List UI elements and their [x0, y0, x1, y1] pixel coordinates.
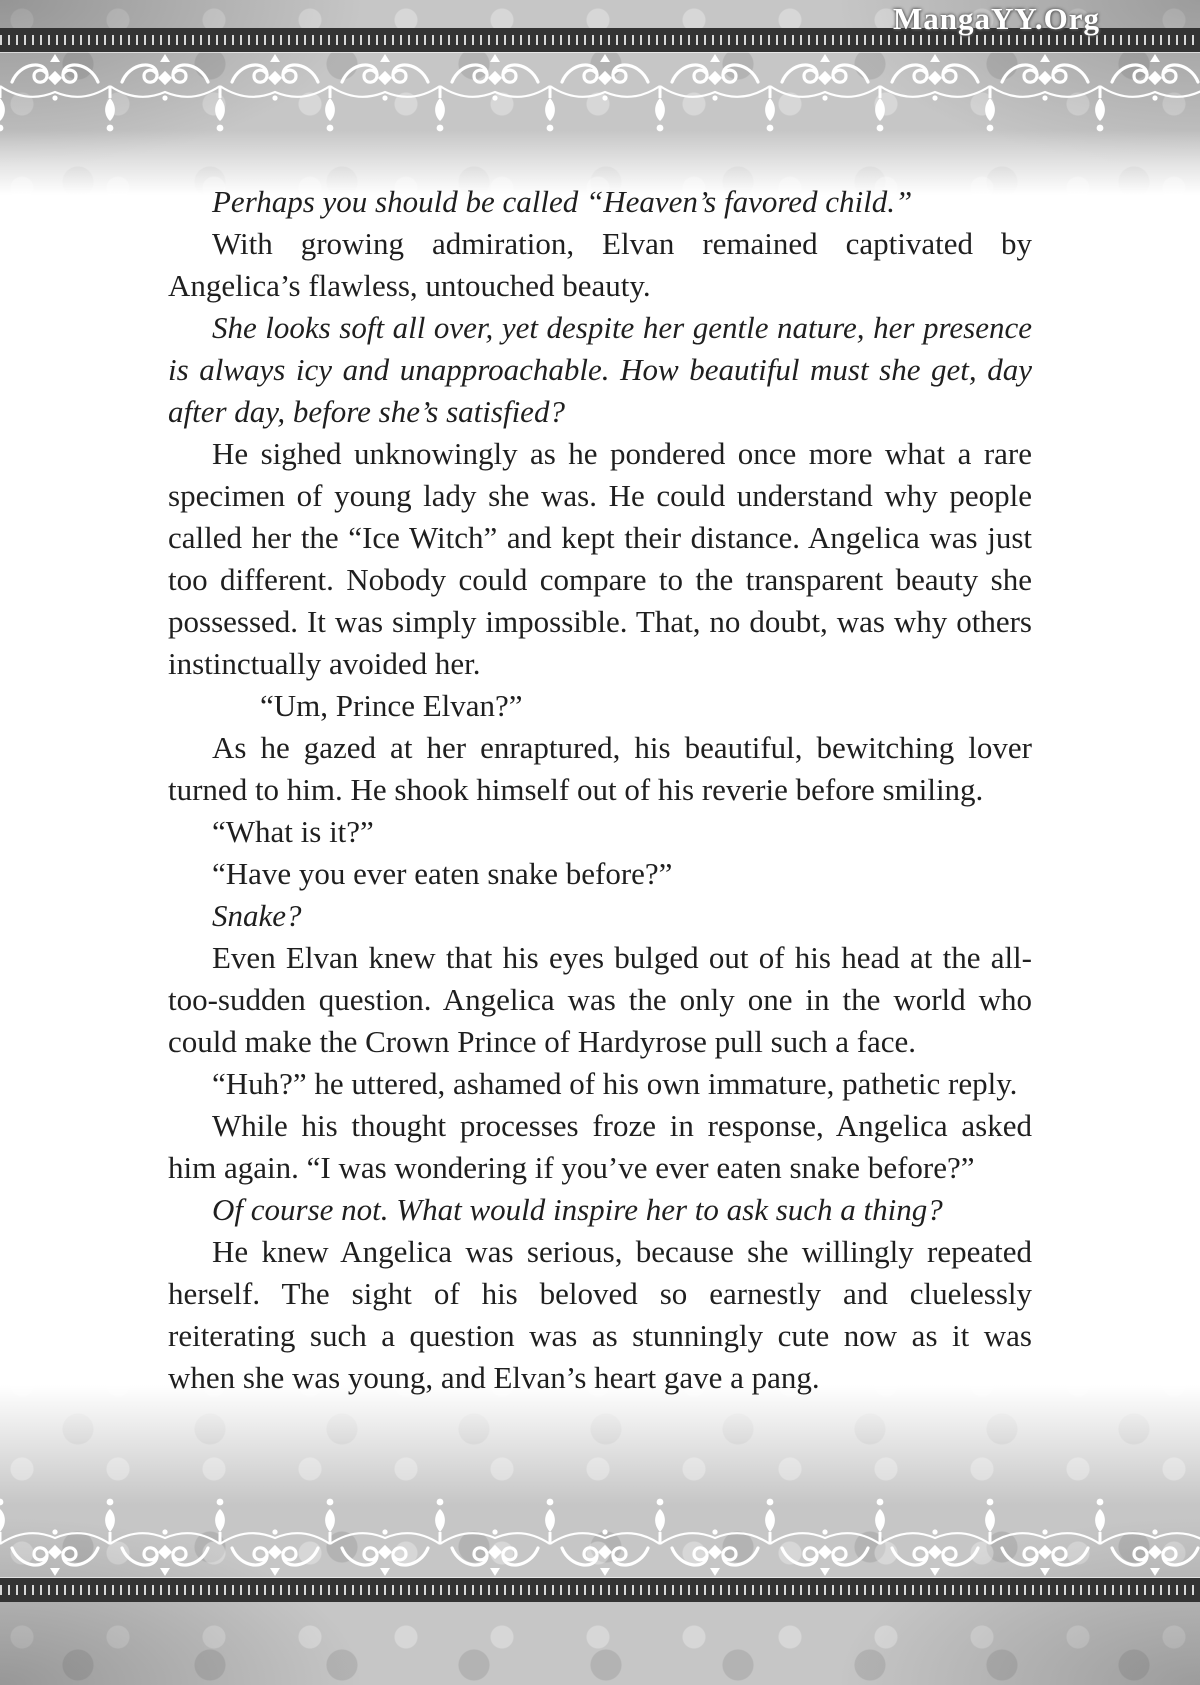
top-border-ornament [0, 28, 1200, 136]
paragraph: Snake? [212, 898, 302, 933]
paragraph-dialogue: “Um, Prince Elvan?” [260, 688, 523, 723]
watermark: MangaYY.Org [892, 1, 1100, 36]
tick-strip-icon [0, 1578, 1200, 1602]
lace-scroll-ornament-icon [0, 1494, 1200, 1578]
paragraph-dialogue: “Have you ever eaten snake before?” [212, 856, 673, 891]
paragraph: Perhaps you should be called “Heaven’s favored child.” [212, 184, 913, 219]
lace-scroll-ornament-icon [0, 52, 1200, 136]
paragraph: Of course not. What would inspire her to ask such a thing? [212, 1192, 943, 1227]
paragraph: Even Elvan knew that his eyes bulged out of his head at the all-too-sudden question. Angelica was the only one in the world who could make the Crown Prince of Hardyrose pull such a face. [168, 940, 1032, 1059]
paragraph: As he gazed at her enraptured, his beautiful, bewitching lover turned to him. He shook himself out of his reverie before smiling. [168, 730, 1032, 807]
paragraph: He sighed unknowingly as he pondered once more what a rare specimen of young lady she was. He could understand why people called her the “Ice Witch” and kept their distance. Angelica was just too different. Nobody could compare to the transparent beauty she possessed. It was simply impossible. That, no doubt, was why others instinctually avoided her. [168, 436, 1032, 681]
page-text [168, 181, 1032, 1399]
paragraph: With growing admiration, Elvan remained captivated by Angelica’s flawless, untouched beauty. [168, 226, 1032, 303]
paragraph-dialogue: “What is it?” [212, 814, 374, 849]
bottom-border-ornament [0, 1494, 1200, 1602]
paragraph: “Huh?” he uttered, ashamed of his own immature, pathetic reply. [212, 1066, 1018, 1101]
paragraph: She looks soft all over, yet despite her gentle nature, her presence is always icy and unapproachable. How beautiful must she get, day after day, before she’s satisfied? [168, 310, 1032, 429]
paragraph: He knew Angelica was serious, because she willingly repeated herself. The sight of his beloved so earnestly and cluelessly reiterating such a question was as stunningly cute now as it was when she was young, and Elvan’s heart gave a pang. [168, 1234, 1032, 1395]
paragraph: While his thought processes froze in response, Angelica asked him again. “I was wondering if you’ve ever eaten snake before?” [168, 1108, 1032, 1185]
